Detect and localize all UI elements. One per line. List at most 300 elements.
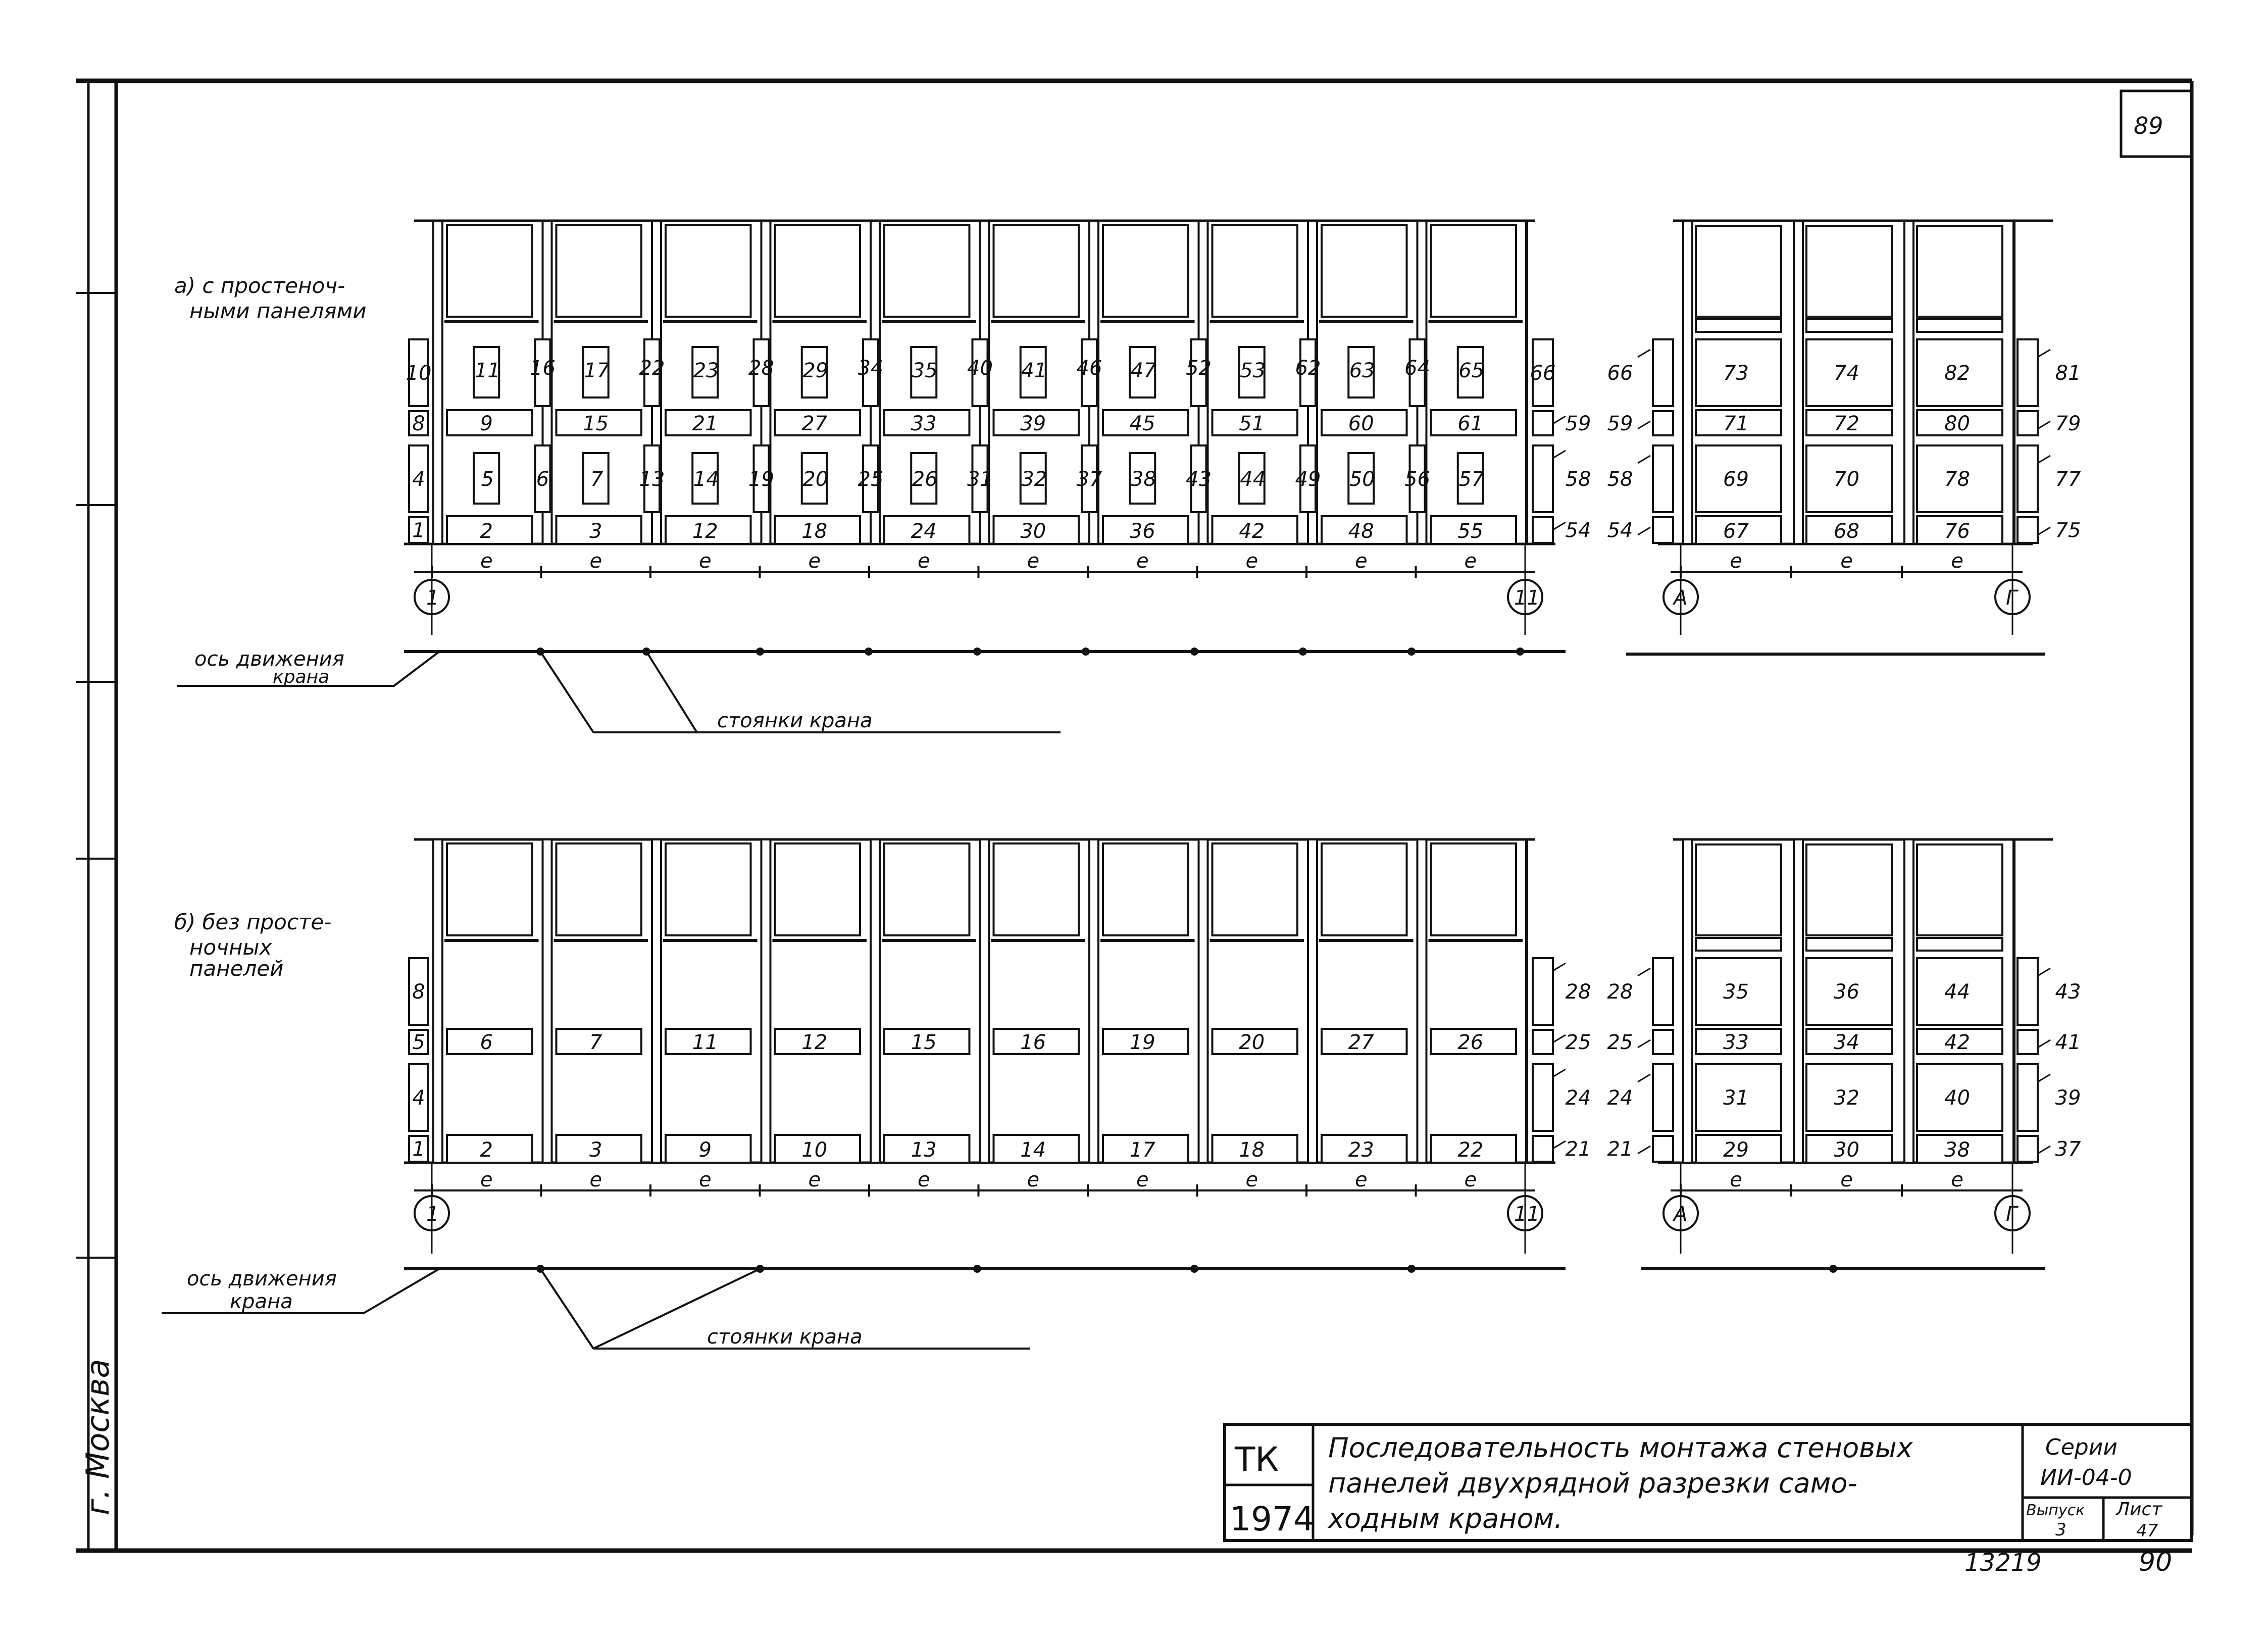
section-a-axis-start: 1 xyxy=(426,586,439,610)
section-b-end-facade xyxy=(1607,839,2081,1254)
upper-band-number: 9 xyxy=(480,412,493,435)
issue-label: Выпуск xyxy=(2026,1502,2085,1519)
lower-band-number: 12 xyxy=(692,520,718,543)
lower-band-number: 2 xyxy=(480,520,493,543)
upper-band-number: 7 xyxy=(589,1031,602,1054)
bay-dimension-label: e xyxy=(589,1168,602,1191)
upper-band-number: 12 xyxy=(801,1031,828,1054)
end-lower-panel-number: 78 xyxy=(1944,468,1970,491)
upper-band-number: 27 xyxy=(1348,1031,1374,1054)
lower-band-number: 3 xyxy=(589,520,602,543)
upper-pier-number: 40 xyxy=(967,357,993,380)
right-column-panel-number: 54 xyxy=(1565,519,1591,542)
parapet-panel xyxy=(1213,843,1298,935)
leader xyxy=(1553,451,1566,458)
end-right-panel-number: 41 xyxy=(2055,1031,2081,1054)
end-right-panel xyxy=(2018,339,2038,406)
upper-window-number: 23 xyxy=(693,359,719,382)
lower-window-number: 14 xyxy=(693,468,719,491)
leader xyxy=(1638,968,1650,976)
issue-value: 3 xyxy=(2055,1520,2067,1540)
parapet-panel xyxy=(775,225,861,317)
title-org: ТК xyxy=(1235,1440,1279,1479)
parapet-panel xyxy=(1431,225,1517,317)
upper-band-number: 19 xyxy=(1129,1031,1155,1054)
right-column-panel-number: 24 xyxy=(1565,1086,1591,1110)
right-column-panel xyxy=(1533,958,1553,1025)
leader xyxy=(1638,527,1650,535)
upper-pier-number: 46 xyxy=(1076,357,1102,380)
section-b-label-line1: б) без просте- xyxy=(174,910,332,934)
bottom-page-number: 90 xyxy=(2139,1547,2173,1577)
bay-dimension-label: e xyxy=(1136,550,1149,573)
right-column-panel xyxy=(1533,411,1553,435)
end-right-panel xyxy=(2018,517,2038,543)
leader xyxy=(1638,1074,1650,1082)
upper-band-number: 60 xyxy=(1348,412,1374,435)
lower-window-number: 20 xyxy=(802,468,829,491)
end-right-panel xyxy=(2018,1064,2038,1131)
column xyxy=(1418,839,1427,1163)
end-bay-dimension-label: e xyxy=(1951,550,1963,573)
left-column-panel-number: 5 xyxy=(412,1031,425,1054)
leader xyxy=(2038,456,2050,463)
end-column xyxy=(1794,839,1803,1163)
title-year: 1974 xyxy=(1230,1500,1315,1538)
end-left-panel-number: 24 xyxy=(1607,1086,1633,1110)
section-a-longitudinal-facade xyxy=(404,221,1591,635)
lower-band-number: 22 xyxy=(1457,1138,1484,1162)
parapet-panel xyxy=(884,225,970,317)
column xyxy=(980,839,989,1163)
lower-band-number: 42 xyxy=(1239,520,1265,543)
column xyxy=(1089,839,1098,1163)
end-cornice xyxy=(1696,319,1781,332)
crane-stop-point xyxy=(1407,1265,1416,1273)
parapet-panel xyxy=(1431,843,1517,935)
end-bay-dimension-label: e xyxy=(1730,550,1742,573)
lower-window-number: 32 xyxy=(1021,468,1047,491)
bay-dimension-label: e xyxy=(1136,1168,1149,1191)
upper-band-number: 61 xyxy=(1457,412,1484,435)
end-left-panel xyxy=(1653,517,1673,543)
end-upper-band-number: 34 xyxy=(1834,1031,1859,1054)
right-column-panel-number: 25 xyxy=(1565,1031,1591,1054)
upper-pier-number: 52 xyxy=(1186,357,1212,380)
end-left-panel-number: 21 xyxy=(1607,1137,1633,1161)
parapet-panel xyxy=(1322,225,1407,317)
upper-window-number: 17 xyxy=(584,359,610,382)
leader xyxy=(2038,527,2050,535)
upper-window-number: 65 xyxy=(1458,359,1485,382)
parapet-panel xyxy=(994,843,1079,935)
lower-pier-number: 37 xyxy=(1076,468,1102,491)
right-column-panel xyxy=(1533,1064,1553,1131)
upper-band-number: 26 xyxy=(1457,1031,1484,1054)
lower-band-number: 23 xyxy=(1348,1138,1374,1162)
right-column-panel xyxy=(1533,445,1553,512)
end-right-panel-number: 37 xyxy=(2055,1137,2081,1161)
upper-band-number: 21 xyxy=(692,412,718,435)
section-a-crane-stops-label: стоянки крана xyxy=(717,709,873,732)
crane-stop-point xyxy=(1190,1265,1198,1273)
leader xyxy=(2038,968,2050,976)
upper-window-number: 35 xyxy=(912,359,938,382)
upper-band-number: 11 xyxy=(692,1031,718,1054)
section-a-label-line1: а) с простеноч- xyxy=(174,273,345,298)
upper-window-number: 53 xyxy=(1240,359,1266,382)
crane-stop-point xyxy=(756,648,764,656)
end-upper-band-number: 42 xyxy=(1944,1031,1970,1054)
leader xyxy=(2038,1074,2050,1082)
upper-pier-number: 22 xyxy=(639,357,665,380)
section-a-axis-marks xyxy=(415,580,2030,614)
lower-pier-number: 31 xyxy=(967,468,993,491)
column xyxy=(762,839,771,1163)
upper-band-number: 15 xyxy=(583,412,609,435)
leader xyxy=(1553,963,1566,971)
section-a-axis-end: 11 xyxy=(1514,586,1540,610)
leader xyxy=(1553,416,1566,424)
end-cornice xyxy=(1806,938,1892,951)
left-column-panel-number: 4 xyxy=(412,468,425,491)
crane-stop-point xyxy=(1190,648,1198,656)
end-column xyxy=(1794,221,1803,544)
end-left-panel xyxy=(1653,1064,1673,1131)
bay-dimension-label: e xyxy=(480,550,493,573)
end-parapet-panel xyxy=(1917,844,2002,935)
city-stamp: г. Москва xyxy=(79,1359,116,1515)
lower-band-number: 14 xyxy=(1020,1138,1046,1162)
end-right-panel xyxy=(2018,1030,2038,1054)
parapet-panel xyxy=(557,225,642,317)
left-column-panel-number: 8 xyxy=(412,412,425,435)
end-right-panel-number: 79 xyxy=(2055,412,2081,435)
crane-stop-point xyxy=(1829,1265,1837,1273)
lower-band-number: 10 xyxy=(801,1138,828,1162)
lower-window-number: 5 xyxy=(481,468,494,491)
end-right-panel xyxy=(2018,411,2038,435)
section-b-longitudinal-facade xyxy=(404,839,1591,1254)
end-right-panel xyxy=(2018,1136,2038,1162)
parapet-panel xyxy=(447,225,532,317)
end-lower-band-number: 76 xyxy=(1944,520,1970,543)
column xyxy=(433,221,442,544)
crane-stop-point xyxy=(973,1265,981,1273)
end-column xyxy=(1904,839,1913,1163)
leader xyxy=(1553,1035,1566,1042)
end-lower-panel-number: 40 xyxy=(1944,1086,1970,1110)
upper-band-number: 16 xyxy=(1020,1031,1046,1054)
end-bay-dimension-label: e xyxy=(1730,1168,1742,1191)
lower-window-number: 26 xyxy=(912,468,938,491)
end-right-panel xyxy=(2018,445,2038,512)
column xyxy=(433,839,442,1163)
section-a-label-line2: ными панелями xyxy=(189,299,367,323)
lower-window-number: 57 xyxy=(1458,468,1485,491)
end-upper-panel-number: 82 xyxy=(1944,362,1970,385)
end-lower-panel-number: 31 xyxy=(1723,1086,1749,1110)
title-line-3: ходным краном. xyxy=(1328,1503,1563,1534)
upper-pier-number: 34 xyxy=(858,357,884,380)
end-upper-band-number: 33 xyxy=(1723,1031,1749,1054)
section-a-crane-axis xyxy=(177,648,2045,732)
sheet-number: 89 xyxy=(2134,112,2163,139)
end-lower-band-number: 38 xyxy=(1944,1138,1970,1162)
end-parapet-panel xyxy=(1696,844,1781,935)
bay-dimension-label: e xyxy=(698,1168,712,1191)
right-column-panel-number: 59 xyxy=(1565,412,1591,435)
left-column-panel-number: 4 xyxy=(412,1086,425,1110)
end-lower-panel-number: 70 xyxy=(1834,468,1859,491)
lower-pier-number: 25 xyxy=(858,468,884,491)
end-bay-dimension-label: e xyxy=(1951,1168,1963,1191)
end-upper-band-number: 71 xyxy=(1723,412,1749,435)
end-parapet-panel xyxy=(1696,226,1781,317)
end-left-panel-number: 66 xyxy=(1607,362,1633,385)
section-b-crane-axis-line1: ось движения xyxy=(187,1267,337,1290)
crane-stop-point xyxy=(1082,648,1090,656)
end-left-panel xyxy=(1653,445,1673,512)
column xyxy=(1308,839,1317,1163)
lower-pier-number: 19 xyxy=(748,468,774,491)
end-left-panel xyxy=(1653,411,1673,435)
sheet-value: 47 xyxy=(2136,1521,2158,1541)
leader xyxy=(1638,350,1650,357)
leader xyxy=(2038,1040,2050,1048)
upper-window-number: 63 xyxy=(1349,359,1375,382)
end-left-panel-number: 59 xyxy=(1607,412,1633,435)
lower-band-number: 9 xyxy=(698,1138,712,1162)
section-b-crane-stops-label: стоянки крана xyxy=(707,1325,863,1349)
upper-band-number: 45 xyxy=(1129,412,1155,435)
bay-dimension-label: e xyxy=(1354,1168,1368,1191)
parapet-panel xyxy=(884,843,970,935)
upper-band-number: 20 xyxy=(1239,1031,1265,1054)
bay-dimension-label: e xyxy=(808,550,821,573)
end-upper-band-number: 80 xyxy=(1944,412,1970,435)
bay-dimension-label: e xyxy=(917,1168,930,1191)
bay-dimension-label: e xyxy=(589,550,602,573)
end-cornice xyxy=(1806,319,1892,332)
end-left-panel xyxy=(1653,1030,1673,1054)
bay-dimension-label: e xyxy=(480,1168,493,1191)
right-column-panel-number: 28 xyxy=(1565,980,1591,1004)
lower-band-number: 18 xyxy=(801,520,828,543)
bay-dimension-label: e xyxy=(808,1168,821,1191)
right-column-panel-number: 21 xyxy=(1565,1137,1591,1161)
leader xyxy=(1553,1069,1566,1077)
leader xyxy=(1638,421,1650,429)
end-parapet-panel xyxy=(1806,226,1892,317)
section-b-axis-end: 11 xyxy=(1514,1203,1540,1226)
parapet-panel xyxy=(447,843,532,935)
right-column-panel xyxy=(1533,1030,1553,1054)
bay-dimension-label: e xyxy=(917,550,930,573)
end-upper-band-number: 72 xyxy=(1834,412,1859,435)
upper-band-number: 6 xyxy=(480,1031,493,1054)
lower-window-number: 44 xyxy=(1240,468,1266,491)
bay-dimension-label: e xyxy=(1245,1168,1258,1191)
lower-band-number: 2 xyxy=(480,1138,493,1162)
crane-stop-point xyxy=(536,648,544,656)
upper-band-number: 39 xyxy=(1020,412,1046,435)
end-lower-panel-number: 69 xyxy=(1723,468,1749,491)
lower-band-number: 18 xyxy=(1239,1138,1265,1162)
section-b-label-line3: панелей xyxy=(189,956,284,981)
parapet-panel xyxy=(1103,225,1188,317)
upper-band-number: 15 xyxy=(911,1031,937,1054)
column xyxy=(652,839,661,1163)
end-lower-band-number: 67 xyxy=(1723,520,1749,543)
section-a-crane-axis-line2: крана xyxy=(273,667,330,687)
section-b-end-axis-start: А xyxy=(1674,1203,1688,1226)
section-a-crane-axis-line1: ось движения xyxy=(194,648,344,671)
upper-band-number: 33 xyxy=(911,412,937,435)
upper-pier-number: 62 xyxy=(1295,357,1321,380)
crane-stop-point xyxy=(642,648,650,656)
end-right-panel-number: 39 xyxy=(2055,1086,2081,1110)
column xyxy=(543,839,552,1163)
title-line-1: Последовательность монтажа стеновых xyxy=(1328,1432,1913,1464)
title-line-2: панелей двухрядной разрезки само- xyxy=(1328,1467,1857,1499)
end-right-panel xyxy=(2018,958,2038,1025)
section-b-label-line2: ночных xyxy=(189,935,272,960)
leader xyxy=(1553,1141,1566,1149)
crane-stop-point xyxy=(973,648,981,656)
end-lower-panel-number: 32 xyxy=(1834,1086,1859,1110)
parapet-panel xyxy=(557,843,642,935)
end-left-panel xyxy=(1653,339,1673,406)
section-b-axis-start: 1 xyxy=(426,1203,439,1226)
lower-window-number: 50 xyxy=(1349,468,1375,491)
lower-pier-number: 6 xyxy=(536,468,549,491)
bay-dimension-label: e xyxy=(698,550,712,573)
leader xyxy=(2038,350,2050,357)
section-a-end-axis-start: А xyxy=(1674,586,1688,610)
upper-band-number: 51 xyxy=(1239,412,1265,435)
end-left-panel xyxy=(1653,958,1673,1025)
end-left-panel-number: 28 xyxy=(1607,980,1633,1004)
column xyxy=(871,839,880,1163)
leader xyxy=(2038,421,2050,429)
upper-band-number: 27 xyxy=(801,412,828,435)
upper-pier-number: 64 xyxy=(1404,357,1430,380)
section-b-crane-axis xyxy=(162,1265,2045,1349)
end-cornice xyxy=(1917,938,2002,951)
end-column xyxy=(1683,839,1692,1163)
end-upper-panel-number: 73 xyxy=(1723,362,1749,385)
lower-band-number: 55 xyxy=(1457,520,1484,543)
parapet-panel xyxy=(775,843,861,935)
lower-band-number: 13 xyxy=(911,1138,937,1162)
leader xyxy=(1638,1146,1650,1154)
upper-pier-number: 16 xyxy=(530,357,556,380)
lower-band-number: 48 xyxy=(1348,520,1374,543)
lower-band-number: 36 xyxy=(1129,520,1155,543)
parapet-panel xyxy=(666,225,751,317)
left-column-panel-number: 10 xyxy=(406,362,432,385)
series-value: ИИ-04-0 xyxy=(2040,1465,2132,1490)
end-cornice xyxy=(1696,938,1781,951)
lower-pier-number: 13 xyxy=(639,468,665,491)
end-left-panel xyxy=(1653,1136,1673,1162)
section-b-label xyxy=(174,910,331,981)
bay-dimension-label: e xyxy=(1464,550,1477,573)
right-column-panel-number: 58 xyxy=(1565,468,1591,491)
end-lower-band-number: 29 xyxy=(1723,1138,1749,1162)
lower-pier-number: 56 xyxy=(1404,468,1430,491)
end-right-panel-number: 77 xyxy=(2055,468,2081,491)
parapet-panel xyxy=(1103,843,1188,935)
section-b-axis-marks xyxy=(415,1196,2030,1230)
leader xyxy=(1638,1040,1650,1048)
end-upper-panel-number: 74 xyxy=(1834,362,1859,385)
upper-window-number: 29 xyxy=(802,359,829,382)
end-bay-dimension-label: e xyxy=(1840,1168,1853,1191)
crane-stop-point xyxy=(1407,648,1416,656)
section-b-crane-axis-line2: крана xyxy=(230,1290,293,1313)
end-left-panel-number: 25 xyxy=(1607,1031,1633,1054)
leader xyxy=(2038,1146,2050,1154)
section-b-end-axis-end: Г xyxy=(2006,1203,2018,1226)
crane-stop-point xyxy=(865,648,873,656)
end-right-panel-number: 81 xyxy=(2055,362,2081,385)
lower-pier-number: 49 xyxy=(1295,468,1321,491)
crane-stop-point xyxy=(1516,648,1524,656)
lower-band-number: 17 xyxy=(1129,1138,1155,1162)
crane-stop-point xyxy=(756,1265,764,1273)
lower-band-number: 30 xyxy=(1020,520,1046,543)
parapet-panel xyxy=(994,225,1079,317)
end-upper-panel-number: 36 xyxy=(1834,980,1859,1004)
column xyxy=(1199,839,1208,1163)
crane-stop-point xyxy=(536,1265,544,1273)
end-left-panel-number: 54 xyxy=(1607,519,1633,542)
bay-dimension-label: e xyxy=(1027,550,1040,573)
parapet-panel xyxy=(1322,843,1407,935)
leader xyxy=(1553,522,1566,530)
section-a-end-facade xyxy=(1607,221,2081,635)
sheet-label: Лист xyxy=(2116,1499,2162,1520)
section-a-label xyxy=(174,273,367,323)
upper-window-number: 47 xyxy=(1130,359,1156,382)
end-bay-dimension-label: e xyxy=(1840,550,1853,573)
right-column-panel-number: 66 xyxy=(1530,362,1556,385)
lower-window-number: 38 xyxy=(1130,468,1156,491)
upper-window-number: 41 xyxy=(1021,359,1047,382)
end-lower-band-number: 68 xyxy=(1834,520,1859,543)
lower-band-number: 3 xyxy=(589,1138,602,1162)
upper-window-number: 11 xyxy=(474,359,500,382)
right-column-panel xyxy=(1533,1136,1553,1162)
end-lower-band-number: 30 xyxy=(1834,1138,1859,1162)
section-a-end-axis-end: Г xyxy=(2006,586,2018,610)
parapet-panel xyxy=(666,843,751,935)
bay-dimension-label: e xyxy=(1354,550,1368,573)
bay-dimension-label: e xyxy=(1027,1168,1040,1191)
crane-stop-point xyxy=(1299,648,1307,656)
left-column-panel-number: 1 xyxy=(412,519,425,542)
left-column-panel-number: 1 xyxy=(412,1137,425,1161)
end-column xyxy=(1683,221,1692,544)
parapet-panel xyxy=(1213,225,1298,317)
end-right-panel-number: 43 xyxy=(2055,980,2081,1004)
leader xyxy=(1638,456,1650,463)
end-column xyxy=(1904,221,1913,544)
lower-window-number: 7 xyxy=(590,468,603,491)
end-upper-panel-number: 44 xyxy=(1944,980,1970,1004)
